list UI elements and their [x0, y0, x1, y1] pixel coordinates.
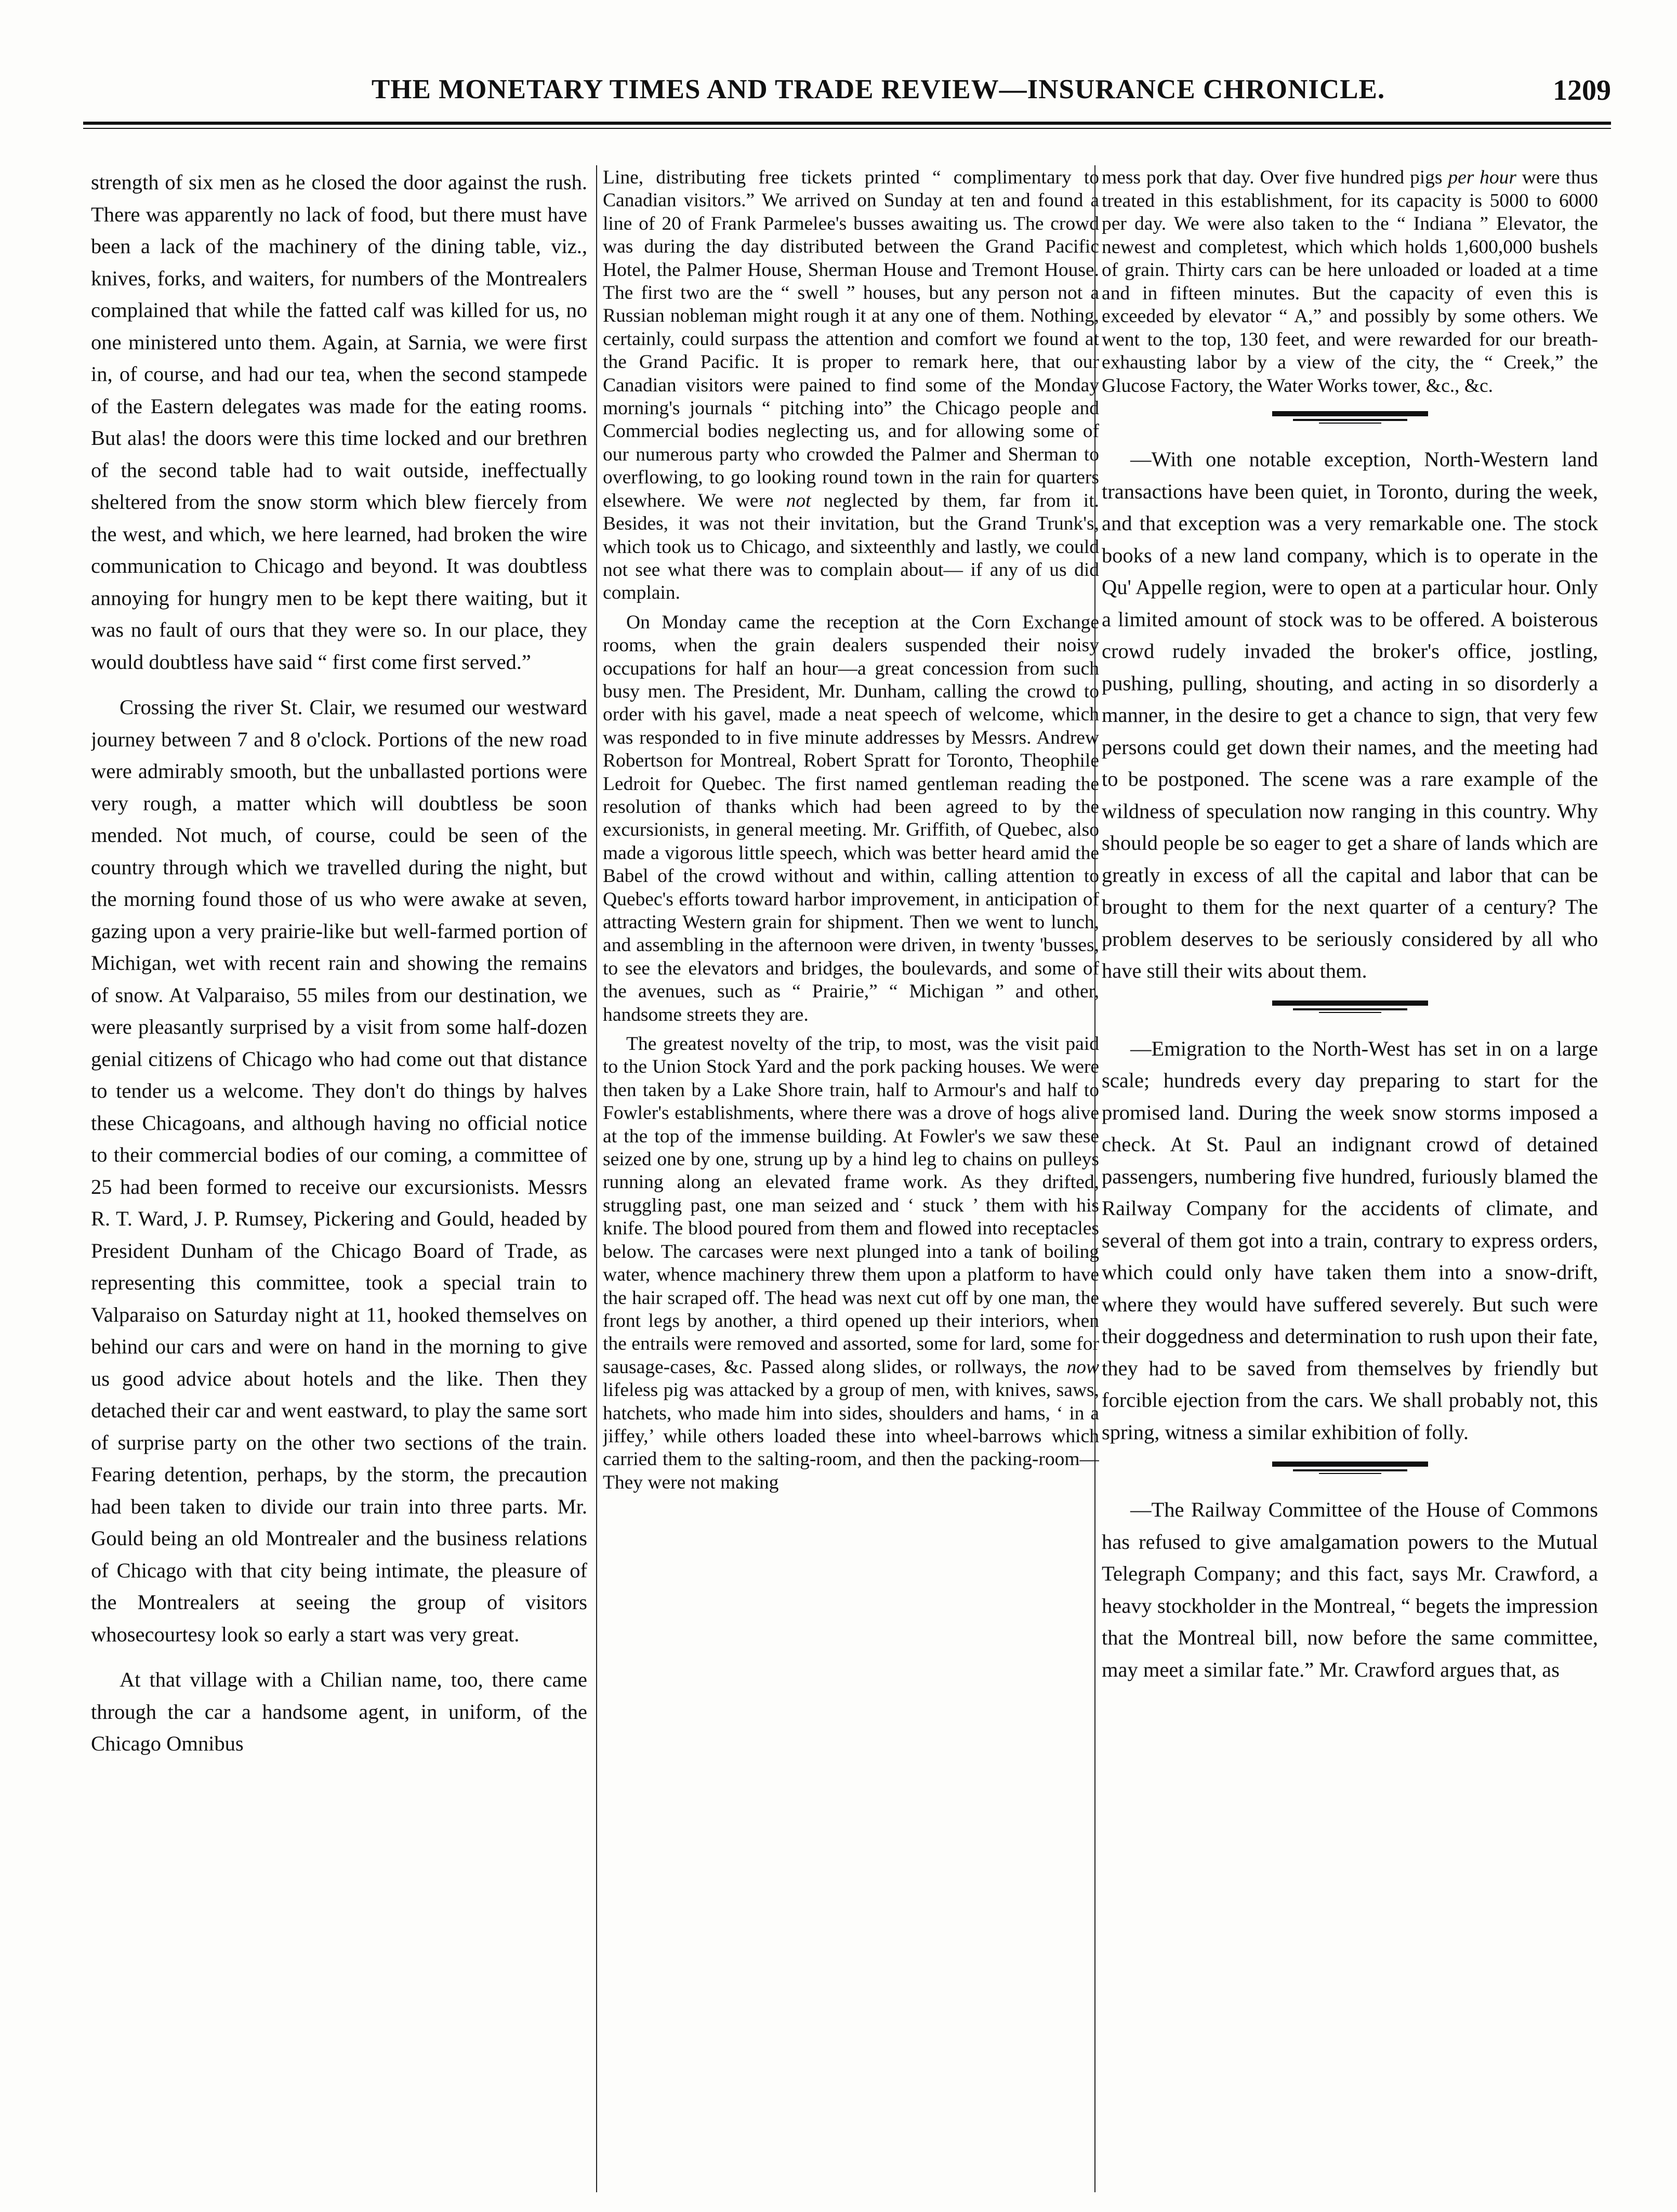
col2-p1-text: Line, distributing free tickets printed “ complimentary to Canadian visitors.” We arrived on Sunday at ten and found a line of 20 of Frank Parmelee's busses awaiting us. The crowd was during the day distributed between the Grand Pacific Hotel, the Palmer House, Sherman House and Tremont House. The first two are the “ swell ” houses, but any person not a Russian nobleman might rough it at any one of them. Nothing, certainly, could surpass the attention and comfort we found at the Grand Pacific. It is proper to remark here, that our Canadian visitors were pained to find some of the Monday morning's journals “ pitching into” the Chicago people and Commercial bodies neglecting us, and for allowing some of our numerous party who crowded the Palmer and Sherman to overflowing, to go looking round town in the rain for quarters elsewhere. We were	[603, 167, 1099, 511]
col3-p1-emphasis: per hour	[1448, 167, 1516, 188]
col3-paragraph-land-transactions: —With one notable exception, North-Western land transactions have been quiet, in Toronto, during the week, and that exception was a very remarkable one. The stock books of a new land company, which is to operate in the Qu' Appelle region, were to open at a particular hour. Only a limited amount of stock was to be offered. A boisterous crowd rudely invaded the broker's office, jostling, pushing, pulling, shouting, and acting in so disorderly a manner, in the desire to get a chance to sign, that very few persons could get down their names, and the meeting had to be postponed. The scene was a rare example of the wildness of speculation now ranging in this country. Why should people be so eager to get a share of lands which are greatly in excess of all the capital and labor that can be brought to them for the next quarter of a century? The problem deserves to be seriously considered by all who have still their wits about them.	[1102, 447, 1598, 982]
col3-paragraph-railway-committee: —The Railway Committee of the House of Commons has refused to give amalgamation powers to the Mutual Telegraph Company; and this fact, says Mr. Crawford, a heavy stockholder in the Montreal, “ begets the impression that the Montreal bill, now before the same committee, may meet a similar fate.” Mr. Crawford argues that, as	[1102, 1498, 1598, 1681]
col2-p3-emphasis: now	[1066, 1356, 1099, 1378]
col1-paragraph-3: At that village with a Chilian name, too, there came through the car a handsome agent, in uniform, of the Chicago Omnibus	[91, 1668, 587, 1755]
page-number: 1209	[1553, 74, 1611, 107]
col3-p1-text: mess pork that day. Over five hundred pigs	[1102, 167, 1443, 188]
col3-paragraph-emigration: —Emigration to the North-West has set in on a large scale; hundreds every day preparing to start for the promised land. During the week snow storms imposed a check. At St. Paul an indignant crowd of detained passengers, numbering five hundred, furiously blamed the Railway Company for the accidents of climate, and several of them got into a train, contrary to express orders, which could only have taken them into a snow-drift, where they would have suffered severely. But such were their doggedness and determination to rush upon their fate, they had to be saved from themselves by friendly but forcible ejection from the cars. We shall probably not, this spring, witness a similar exhibition of folly.	[1102, 1036, 1598, 1444]
col2-p1-emphasis: not	[786, 490, 811, 511]
col3-p1-tail: were thus treated in this establishment, for its capacity is 5000 to 6000 per day. We were also taken to the “ Indiana ” Elevator, the newest and completest, which which holds 1,600,000 bushels of grain. Thirty cars can be here unloaded or loaded at a time and in fifteen minutes. But the capacity of even this is exceeded by elevator “ A,” and possibly by some others. We went to the top, 130 feet, and were rewarded for our breath-exhausting labor by a view of the city, the “ Creek,” the Glucose Factory, the Water Works tower, &c., &c.	[1102, 167, 1598, 397]
col2-p3-text: The greatest novelty of the trip, to most, was the visit paid to the Union Stock Yard and the pork packing houses. We were then taken by a Lake Shore train, half to Armour's and half to Fowler's establishments, where there was a drove of hogs alive at the top of the immense building. At Fowler's we saw these seized one by one, strung up by a hind leg to chains on pulleys running along an elevated frame work. As they drifted, struggling past, one man seized and ‘ stuck ’ them with his knife. The blood poured from them and flowed into receptacles below. The carcases were next plunged into a tank of boiling water, whence machinery threw them upon a platform to have the hair scraped off. The head was next cut off by one man, the front legs by another, a third opened up their interiors, when the entrails were removed and assorted, some for lard, some for sausage-cases, &c. Passed along slides, or rollways, the	[603, 1033, 1099, 1378]
col2-p3-tail: lifeless pig was attacked by a group of men, with knives, saws, hatchets, who made him into sides, shoulders and hams, ‘ in a jiffey,’ while others loaded these into wheel-barrows which carried them to the salting-room, and then the packing-room—They were not making	[603, 1379, 1099, 1493]
column-3	[1102, 166, 1598, 2183]
header-rule	[83, 122, 1611, 125]
running-head: THE MONETARY TIMES AND TRADE REVIEW—INSURANCE CHRONICLE.	[371, 74, 1385, 104]
column-1	[91, 166, 587, 2183]
column-rule-left	[596, 165, 597, 2192]
section-divider-3	[1272, 1462, 1428, 1475]
col2-p1-tail: neglected by them, far from it. Besides, it was not their invitation, but the Grand Trunk's, which took us to Chicago, and sixteenthly and lastly, we could not see what there was to complain about— if any of us did complain.	[603, 490, 1099, 604]
column-2	[603, 166, 1099, 2183]
col3-paragraph-1	[1102, 166, 1598, 398]
col2-paragraph-2: On Monday came the reception at the Corn Exchange rooms, when the grain dealers suspended their noisy occupations for half an hour—a great concession from such busy men. The President, Mr. Dunham, calling the crowd to order with his gavel, made a neat speech of welcome, which was responded to in five minute addresses by Messrs. Andrew Robertson for Montreal, Robert Spratt for Toronto, Theophile Ledroit for Quebec. The first named gentleman reading the resolution of thanks which had been agreed to by the excursionists, in general meeting. Mr. Griffith, of Quebec, also made a vigorous little speech, which was better heard amid the Babel of the crowd without and within, calling attention to Quebec's efforts toward harbor improvement, in anticipation of attracting Western grain for shipment. Then we went to lunch, and assembling in the afternoon were driven, in twenty 'busses, to see the elevators and bridges, the boulevards, and some of the avenues, such as “ Prairie,” “ Michigan ” and other, handsome streets they are.	[603, 611, 1099, 1025]
header-rule-thin	[83, 128, 1611, 129]
section-divider-2	[1272, 1000, 1428, 1014]
col1-paragraph-1: strength of six men as he closed the door against the rush. There was apparently no lack of food, but there must have been a lack of the machinery of the dining table, viz., knives, forks, and waiters, for numbers of the Montrealers complained that while the fatted calf was killed for us, no one ministered unto them. Again, at Sarnia, we were first in, of course, and had our tea, when the second stampede of the Eastern delegates was made for the eating rooms. But alas! the doors were this time locked and our brethren of the second table had to wait outside, ineffectually sheltered from the snow storm which blew fiercely from the west, and which, we here learned, had broken the wire communication to Chicago and beyond. It was doubtless annoying for hungry men to be kept there waiting, but it was no fault of ours that they were so. In our place, they would doubtless have said “ first come first served.”	[91, 170, 587, 674]
col1-paragraph-2: Crossing the river St. Clair, we resumed our westward journey between 7 and 8 o'clock. Portions of the new road were admirably smooth, but the unballasted portions were very rough, a matter which will doubtless be soon mended. Not much, of course, could be seen of the country through which we travelled during the night, but the morning found those of us who were awake at seven, gazing upon a very prairie-like but well-farmed portion of Michigan, wet with recent rain and showing the remains of snow. At Valparaiso, 55 miles from our destination, we were pleasantly surprised by a visit from some half-dozen genial citizens of Chicago who had come out that distance to tender us a welcome. They don't do things by halves these Chicagoans, and although having no official notice to their commercial bodies of our coming, a committee of 25 had been formed to receive our excursionists. Messrs R. T. Ward, J. P. Rumsey, Pickering and Gould, headed by President Dunham of the Chicago Board of Trade, as representing this committee, took a special train to Valparaiso on Saturday night at 11, hooked themselves on behind our cars and were on hand in the morning to give us good advice about hotels and the like. Then they detached their car and went eastward, to play the same sort of surprise party on the other two sections of the train. Fearing detention, perhaps, by the storm, the precaution had been taken to divide our train into three parts. Mr. Gould being an old Montrealer and the business relations of Chicago with that city being intimate, the pleasure of the Montrealers at seeing the group of visitors whosecourtesy look so early a start was very great.	[91, 695, 587, 1646]
section-divider-1	[1272, 411, 1428, 425]
col2-paragraph-3	[603, 1033, 1099, 1494]
col2-paragraph-1	[603, 166, 1099, 605]
page-header	[83, 74, 1611, 131]
